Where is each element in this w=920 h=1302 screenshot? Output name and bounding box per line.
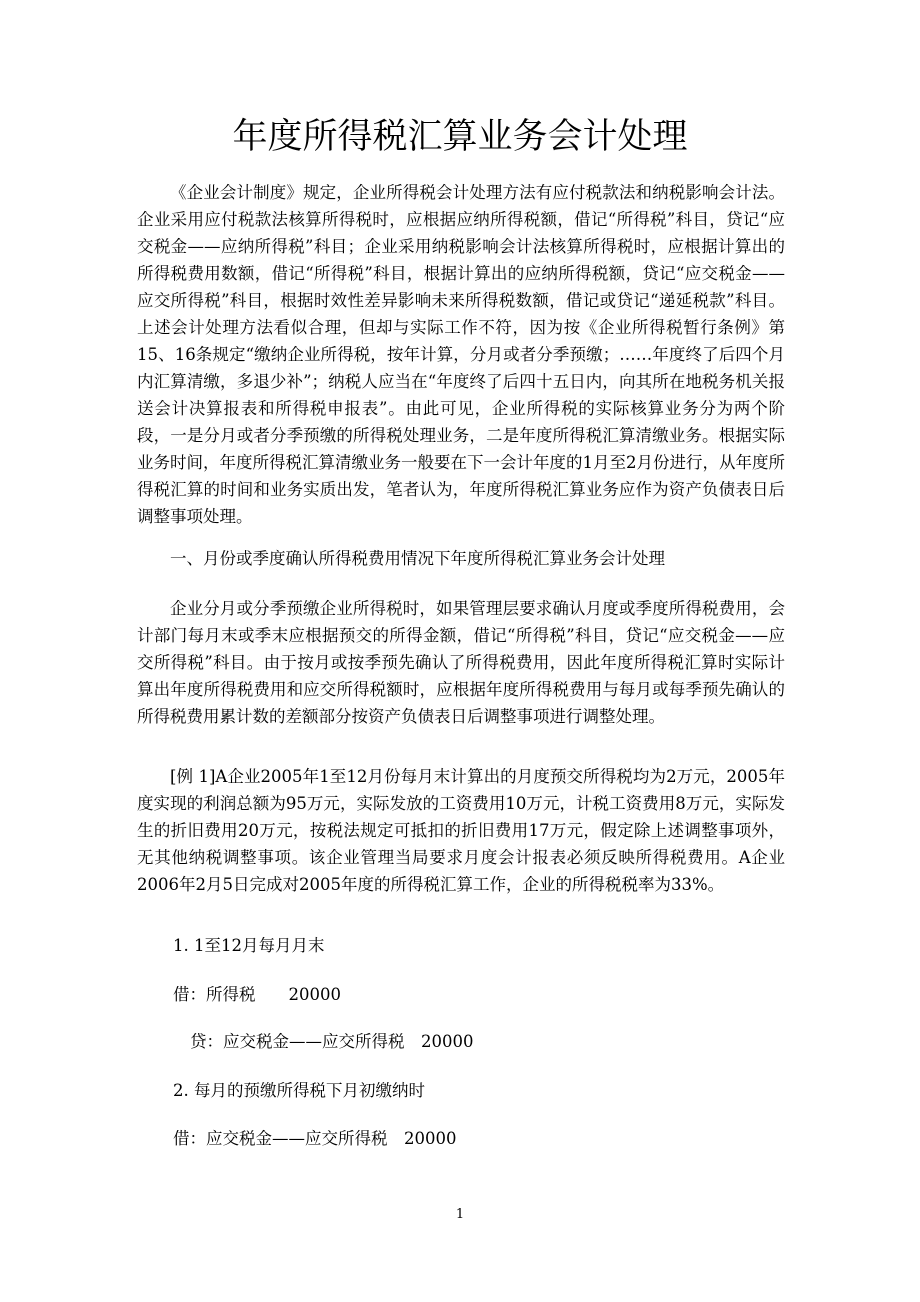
step-2-heading: 2. 每月的预缴所得税下月初缴纳时 bbox=[173, 1081, 425, 1100]
paragraph-monthly-recognition: 企业分月或分季预缴企业所得税时，如果管理层要求确认月度或季度所得税费用，会计部门每月末或季末应根据预交的所得金额，借记“所得税”科目，贷记“应交税金——应交所得税”科目。由于按月或按季预先确认了所得税费用，因此年度所得税汇算时实际计算出年度所得税费用和应交所得税额时，应根据年度所得税费用与每月或每季预先确认的所得税费用累计数的差额部分按资产负债表日后调整事项进行调整处理。 bbox=[137, 599, 785, 726]
page-number: 1 bbox=[455, 1207, 465, 1222]
paragraph-intro: 《企业会计制度》规定，企业所得税会计处理方法有应付税款法和纳税影响会计法。企业采用应付税款法核算所得税时，应根据应纳所得税额，借记“所得税”科目，贷记“应交税金——应纳所得税”科目；企业采用纳税影响会计法核算所得税时，应根据计算出的所得税费用数额，借记“所得税”科目，根据计算出的应纳所得税额，贷记“应交税金——应交所得税”科目，根据时效性差异影响未来所得税数额，借记或贷记“递延税款”科目。上述会计处理方法看似合理，但却与实际工作不符，因为按《企业所得税暂行条例》第15、16条规定“缴纳企业所得税，按年计算，分月或者分季预缴；……年度终了后四个月内汇算清缴，多退少补”；纳税人应当在“年度终了后四十五日内，向其所在地税务机关报送会计决算报表和所得税申报表”。由此可见，企业所得税的实际核算业务分为两个阶段，一是分月或者分季预缴的所得税处理业务，二是年度所得税汇算清缴业务。根据实际业务时间，年度所得税汇算清缴业务一般要在下一会计年度的1月至2月份进行，从年度所得税汇算的时间和业务实质出发，笔者认为，年度所得税汇算业务应作为资产负债表日后调整事项处理。 bbox=[137, 183, 785, 526]
journal-entry-debit-2: 借：应交税金——应交所得税 20000 bbox=[173, 1129, 457, 1148]
page-title: 年度所得税汇算业务会计处理 bbox=[232, 117, 688, 157]
paragraph-example-1: [例 1]A企业2005年1至12月份每月末计算出的月度预交所得税均为2万元，2005年度实现的利润总额为95万元，实际发放的工资费用10万元，计税工资费用8万元，实际发生的折旧费用20万元，按税法规定可抵扣的折旧费用17万元，假定除上述调整事项外，无其他纳税调整事项。该企业管理当局要求月度会计报表必须反映所得税费用。A企业2006年2月5日完成对2005年度的所得税汇算工作，企业的所得税税率为33%。 bbox=[137, 767, 785, 894]
journal-entry-debit-1: 借：所得税 20000 bbox=[173, 985, 341, 1004]
section-heading-1: 一、月份或季度确认所得税费用情况下年度所得税汇算业务会计处理 bbox=[170, 549, 665, 568]
step-1-heading: 1. 1至12月每月月末 bbox=[173, 936, 325, 955]
journal-entry-credit-1: 贷：应交税金——应交所得税 20000 bbox=[190, 1032, 474, 1051]
